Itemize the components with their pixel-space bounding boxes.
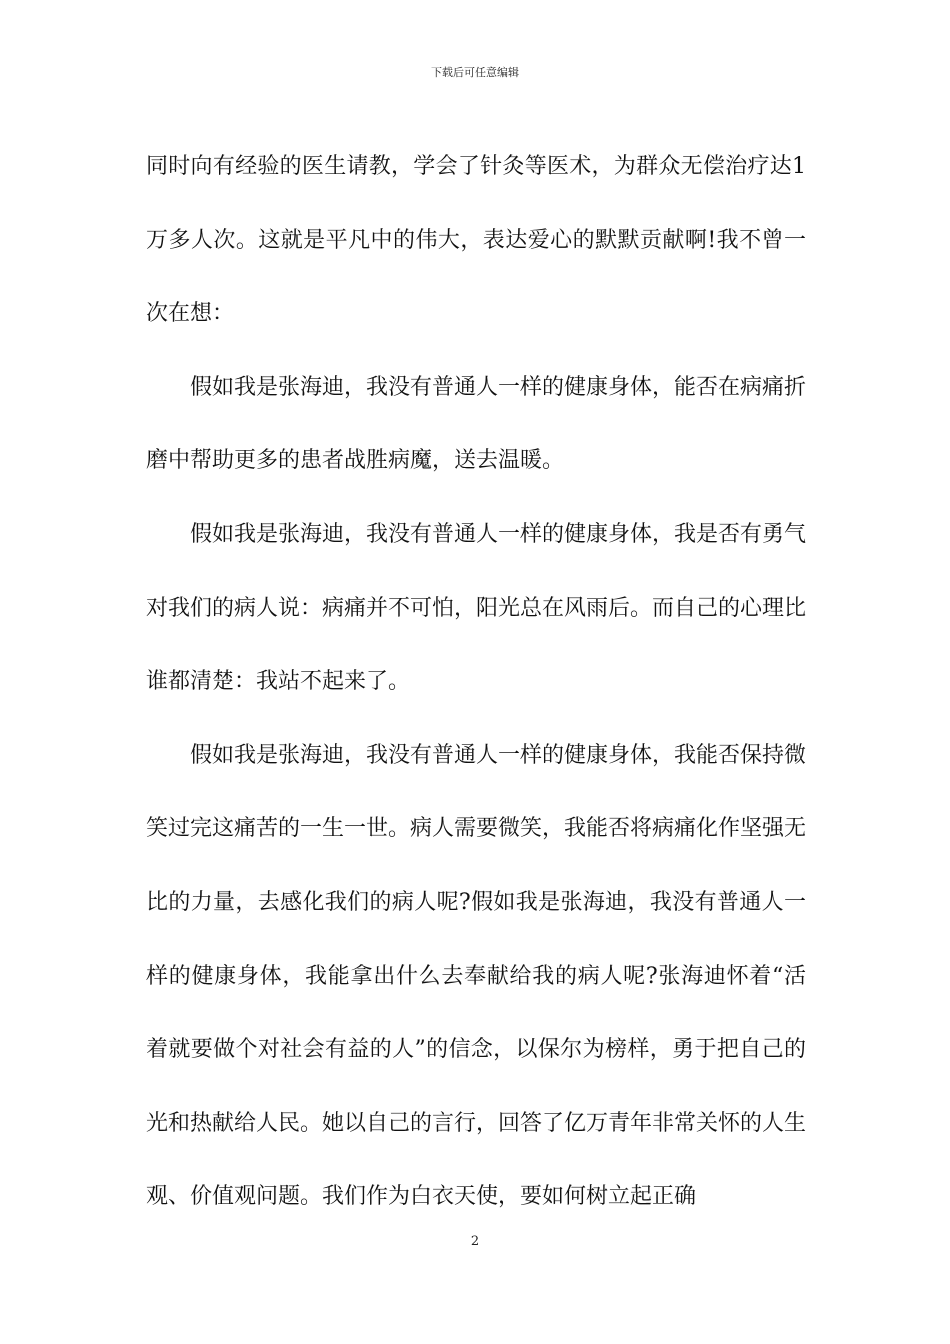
paragraph-1: 同时向有经验的医生请教，学会了针灸等医术，为群众无偿治疗达1万多人次。这就是平凡中的伟大，表达爱心的默默贡献啊!我不曾一次在想：: [146, 154, 806, 327]
page-header: 下载后可任意编辑: [431, 66, 519, 79]
body-text: [146, 130, 806, 1234]
paragraph-4: 假如我是张海迪，我没有普通人一样的健康身体，我能否保持微笑过完这痛苦的一生一世。病人需要微笑，我能否将病痛化作坚强无比的力量，去感化我们的病人呢?假如我是张海迪，我没有普通人一样的健康身体，我能拿出什么去奉献给我的病人呢?张海迪怀着“活着就要做个对社会有益的人”的信念，以保尔为榜样，勇于把自己的光和热献给人民。她以自己的言行，回答了亿万青年非常关怀的人生观、价值观问题。我们作为白衣天使，要如何树立起正确: [146, 742, 807, 1210]
paragraph-2: 假如我是张海迪，我没有普通人一样的健康身体，能否在病痛折磨中帮助更多的患者战胜病魔，送去温暖。: [146, 374, 807, 474]
paragraph-3: 假如我是张海迪，我没有普通人一样的健康身体，我是否有勇气对我们的病人说：病痛并不可怕，阳光总在风雨后。而自己的心理比谁都清楚：我站不起来了。: [146, 521, 807, 695]
page-number: 2: [470, 1234, 480, 1249]
